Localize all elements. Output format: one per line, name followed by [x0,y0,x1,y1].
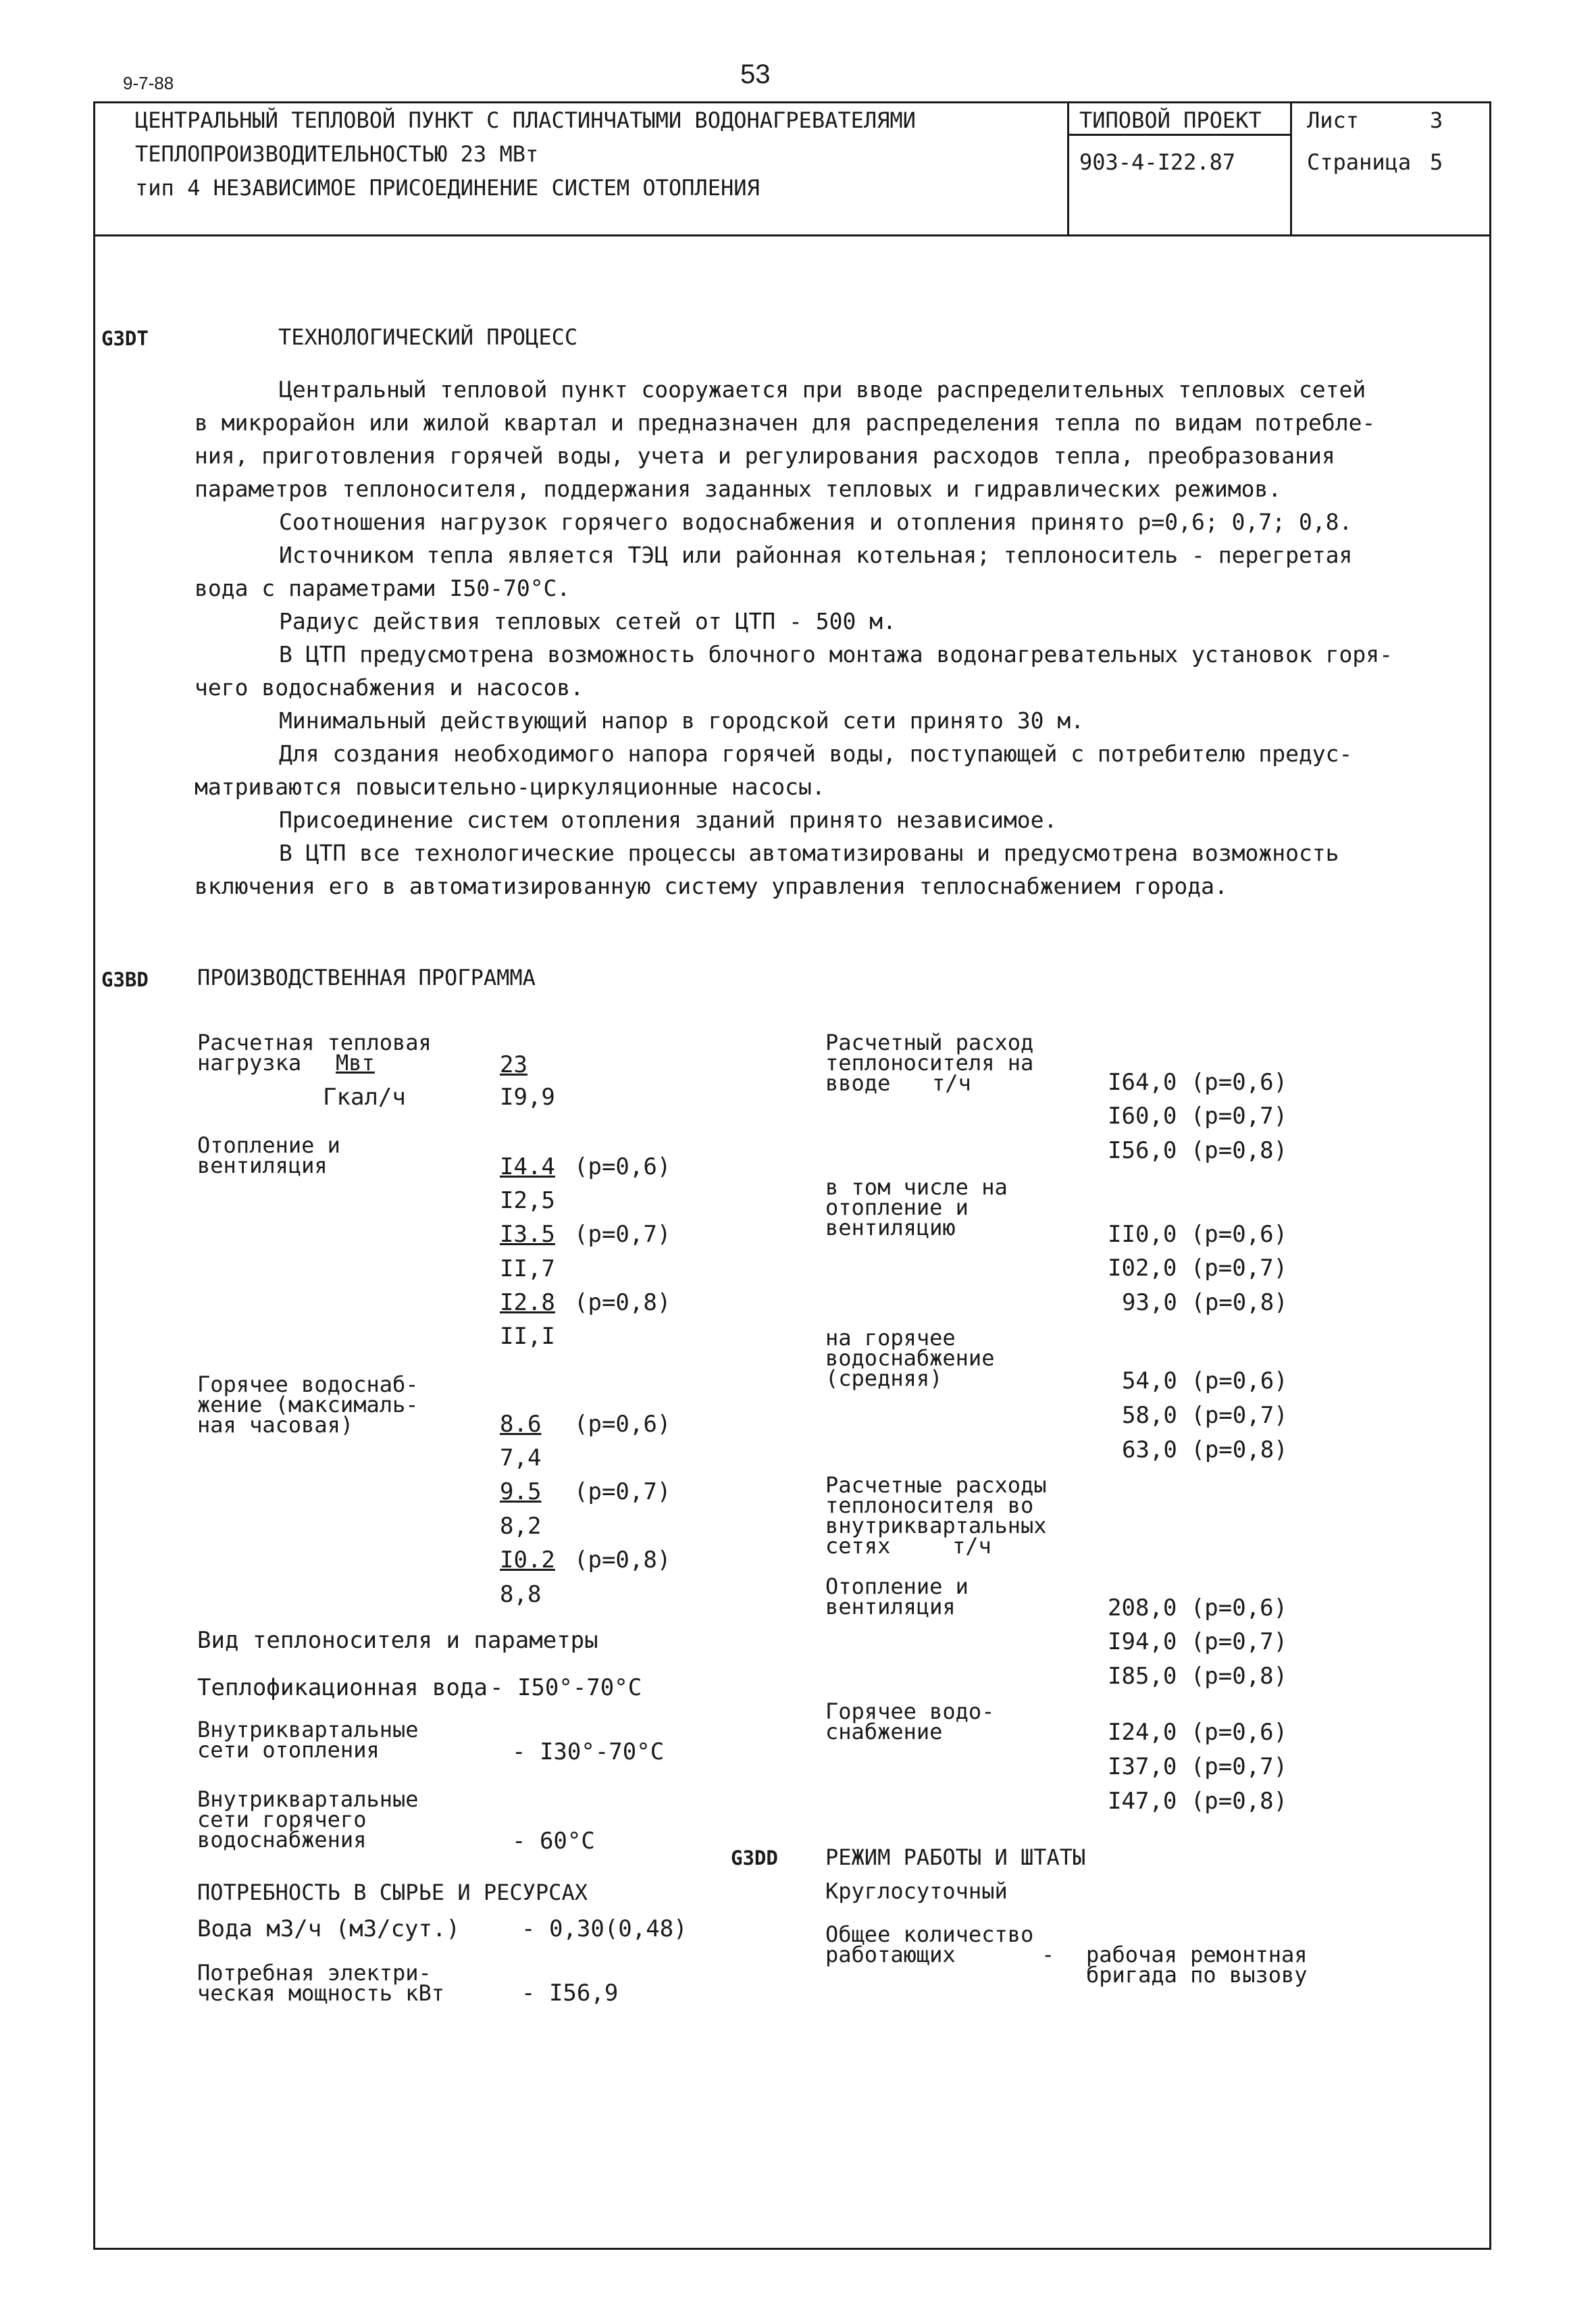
heating-value: I2,5 [500,1187,555,1214]
title-line-2: ТЕПЛОПРОИЗВОДИТЕЛЬНОСТЬЮ 23 МВт [135,141,539,167]
internal-hot-value: I24,0 (р=0,6) [1108,1719,1288,1746]
process-line: включения его в автоматизированную систему управления теплоснабжением города. [195,873,1228,899]
process-line: Минимальный действующий напор в городской сети принято 30 м. [279,707,1085,734]
process-line: Для создания необходимого напора горячей воды, поступающей с потребителю предус- [279,740,1353,767]
header-divider-1 [1067,101,1069,236]
heating-label: Отопление и вентиляция [197,1132,340,1178]
heating-value: I2.8 [500,1289,555,1316]
flow-heating-value: I02,0 (р=0,7) [1108,1255,1288,1282]
resources-heading: ПОТРЕБНОСТЬ В СЫРЬЕ И РЕСУРСАХ [197,1880,588,1905]
process-code: G3DT [101,327,149,350]
staff-dash: - [1041,1942,1055,1967]
flow-heating-value: 93,0 (р=0,8) [1122,1289,1288,1316]
water-label: Вода м3/ч (м3/сут.) [197,1915,460,1942]
flow-unit: т/ч [932,1070,971,1096]
internal-label: Расчетные расходы теплоносителя во внутриквартальных сетях [825,1472,1047,1559]
hot-water-value: 7,4 [500,1444,542,1472]
coolant-label: Теплофикационная вода [197,1674,488,1701]
process-line: чего водоснабжения и насосов. [195,674,584,701]
process-line: ния, приготовления горячей воды, учета и регулирования расходов тепла, преобразования [195,443,1335,469]
sheet-value: 3 [1430,107,1443,133]
coolant-label: Вид теплоносителя и параметры [197,1627,598,1654]
project-number: 903-4-I22.87 [1079,149,1236,175]
flow-hot-value: 63,0 (р=0,8) [1122,1436,1288,1463]
flow-value: I60,0 (р=0,7) [1108,1103,1288,1130]
regime-code: G3DD [731,1846,778,1869]
power-value: - I56,9 [521,1980,619,2007]
internal-hot-value: I47,0 (р=0,8) [1108,1788,1288,1815]
process-line: В ЦТП предусмотрена возможность блочного монтажа водонагревательных установок горя- [279,641,1393,668]
title-block [135,103,916,205]
process-line: Радиус действия тепловых сетей от ЦТП - 500 м. [279,608,896,634]
process-line: Присоединение систем отопления зданий принято независимое. [279,807,1058,833]
page-label: Страница [1307,149,1412,175]
load-label: Расчетная тепловая нагрузка [197,1030,432,1076]
flow-hot-label: на горячее водоснабжение (средняя) [825,1325,995,1391]
hot-water-value: 8.6 [500,1411,542,1438]
staff-label: Общее количество работающих [825,1921,1034,1967]
load-value-gcal: I9,9 [500,1084,555,1111]
process-line: в микрорайон или жилой квартал и предназначен для распределения тепла по видам потребле- [195,409,1376,436]
page-number: 53 [740,59,771,89]
flow-hot-value: 58,0 (р=0,7) [1122,1402,1288,1429]
process-line: вода с параметрами I50-70°С. [195,575,571,601]
power-label: Потребная электри- ческая мощность кВт [197,1960,445,2006]
hot-water-value: I0.2 [500,1546,555,1574]
hot-water-p: (р=0,6) [574,1411,671,1438]
sheet-label: Лист [1307,107,1360,133]
internal-hot-label: Горячее водо- снабжение [825,1699,995,1744]
internal-heating-value: 208,0 (р=0,6) [1108,1594,1288,1621]
load-unit-mw: Мвт [336,1050,375,1076]
page-value: 5 [1430,149,1443,175]
internal-heating-label: Отопление и вентиляция [825,1574,969,1619]
flow-hot-value: 54,0 (р=0,6) [1122,1367,1288,1394]
project-label: ТИПОВОЙ ПРОЕКТ [1079,107,1262,133]
header-bottom-rule [93,234,1491,236]
coolant-label: Внутриквартальные сети отопления [197,1717,419,1763]
internal-heating-value: I94,0 (р=0,7) [1108,1628,1288,1655]
document-code: 9-7-88 [123,73,174,93]
hot-water-p: (р=0,8) [574,1546,671,1574]
heating-p: (р=0,6) [574,1153,671,1180]
process-line: параметров теплоносителя, поддержания заданных тепловых и гидравлических режимов. [195,476,1282,502]
heating-value: II,I [500,1323,555,1350]
heating-value: II,7 [500,1255,555,1282]
process-line: матриваются повысительно-циркуляционные насосы. [195,774,825,800]
flow-heating-value: II0,0 (р=0,6) [1108,1221,1288,1248]
process-line: Соотношения нагрузок горячего водоснабжения и отопления принято р=0,6; 0,7; 0,8. [279,509,1353,535]
program-code: G3BD [101,968,149,991]
process-heading: ТЕХНОЛОГИЧЕСКИЙ ПРОЦЕСС [278,324,578,350]
regime-heading: РЕЖИМ РАБОТЫ И ШТАТЫ [825,1844,1086,1870]
hot-water-label: Горячее водоснаб- жение (максималь- ная часовая) [197,1372,419,1438]
process-text [195,373,1393,903]
water-value: - 0,30(0,48) [521,1915,688,1942]
flow-label: Расчетный расход теплоносителя на вводе [825,1030,1034,1096]
hot-water-p: (р=0,7) [574,1478,671,1505]
heating-p: (р=0,7) [574,1221,671,1248]
hot-water-value: 8,2 [500,1513,542,1540]
internal-hot-value: I37,0 (р=0,7) [1108,1753,1288,1780]
process-line: Источником тепла является ТЭЦ или районная котельная; теплоноситель - перегретая [279,542,1353,568]
load-unit-gcal: Гкал/ч [323,1084,406,1111]
staff-value: рабочая ремонтная бригада по вызову [1086,1942,1308,1988]
flow-value: I64,0 (р=0,6) [1108,1069,1288,1096]
header-divider-2 [1290,101,1292,236]
coolant-label: Внутриквартальные сети горячего водоснабжения [197,1786,419,1853]
coolant-value: - 60°С [512,1828,595,1855]
internal-unit: т/ч [952,1533,992,1559]
coolant-value: - I30°-70°С [512,1738,665,1765]
flow-heating-label: в том числе на отопление и вентиляцию [825,1174,1008,1240]
hot-water-value: 9.5 [500,1478,542,1505]
heating-p: (р=0,8) [574,1289,671,1316]
internal-heating-value: I85,0 (р=0,8) [1108,1663,1288,1690]
program-heading: ПРОИЗВОДСТВЕННАЯ ПРОГРАММА [197,965,536,990]
flow-value: I56,0 (р=0,8) [1108,1137,1288,1164]
heating-value: I4.4 [500,1153,555,1180]
title-line-1: ЦЕНТРАЛЬНЫЙ ТЕПЛОВОЙ ПУНКТ С ПЛАСТИНЧАТЫМИ ВОДОНАГРЕВАТЕЛЯМИ [135,107,916,133]
coolant-value: - I50°-70°С [490,1674,642,1701]
process-line: В ЦТП все технологические процессы автоматизированы и предусмотрена возможность [279,840,1339,866]
load-value-mw: 23 [500,1051,527,1078]
process-line: Центральный тепловой пункт сооружается при вводе распределительных тепловых сетей [279,376,1366,403]
hot-water-value: 8,8 [500,1581,542,1608]
title-line-3: тип 4 НЕЗАВИСИМОЕ ПРИСОЕДИНЕНИЕ СИСТЕМ ОТОПЛЕНИЯ [135,175,760,201]
heating-value: I3.5 [500,1221,555,1248]
regime-mode: Круглосуточный [825,1878,1008,1904]
